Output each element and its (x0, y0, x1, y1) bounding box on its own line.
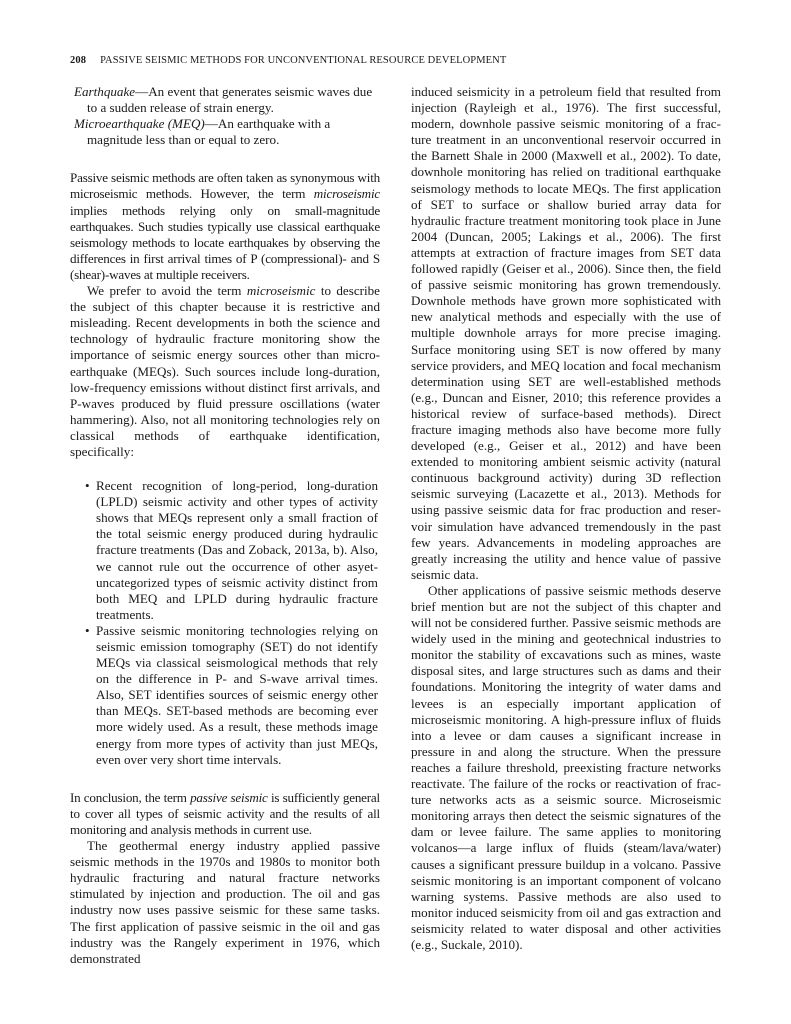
paragraph-text: In conclusion, the term (70, 789, 191, 805)
bullet-icon: • (85, 478, 90, 494)
list-item (70, 623, 380, 768)
emphasis: passive seismic (190, 789, 268, 805)
paragraph (70, 790, 380, 838)
definition-microearthquake (70, 116, 380, 148)
paragraph-text: implies methods relying only on small-magnitude earthquakes. Such studies typically use classical earthquake seismology methods to locate earthquakes by observing the differences in first arrival times of P (compressional)- and S (shear)-waves at multiple receivers. (70, 202, 380, 282)
definition-text: —An earthquake with a magnitude less than or equal to zero. (87, 116, 331, 148)
bullet-icon: • (85, 622, 90, 638)
definition-earthquake (70, 84, 380, 116)
spacer (70, 460, 380, 478)
running-title: PASSIVE SEISMIC METHODS FOR UNCONVENTIONAL RESOURCE DEVELOPMENT (100, 55, 507, 66)
spacer (70, 768, 380, 790)
left-column (70, 84, 380, 967)
right-column (411, 84, 721, 953)
bullet-list (70, 478, 380, 768)
definition-term: Earthquake (74, 84, 136, 99)
paragraph: Other applications of passive seismic methods deserve brief mention but are not the subject of this chapter and will not be considered further. Passive seismic methods are widely used in the mining and geotechnical industries to monitor the stability of excavations such as mines, waste disposal sites, and large structures such as dams and their foundations. Monitoring the integrity of water dams and levees is an especially important application of microseismic monitoring. A high-pressure influx of fluids into a levee or dam causes a significant increase in pressure in and along the structure. When the pressure reaches a failure threshold, preexisting fracture networks reactivate. The failure of the rocks or reactivation of fracture networks acts as a seismic source. Microseismic monitoring arrays then detect the seismic signatures of the dam or levee failure. The same applies to monitoring volcanos—a large influx of fluids (steam/lava/water) causes a significant pressure buildup in a volcano. Passive seismic monitoring is an important component of volcano warning systems. Passive methods are also used to monitor induced seismicity from oil and gas extraction and seismicity related to water disposal and other activities (e.g., Suckale, 2010). (411, 582, 721, 952)
definition-text: —An event that generates seismic waves due to a sudden release of strain energy. (87, 84, 373, 116)
paragraph (70, 170, 380, 283)
paragraph (70, 283, 380, 460)
paragraph-text: is sufficiently general to cover all types of seismic activity and the results of all monitoring and analysis methods in current use. (70, 789, 380, 837)
running-header (70, 55, 506, 66)
paragraph: induced seismicity in a petroleum field that resulted from injection (Rayleigh et al., 1976). The first successful, modern, downhole passive seismic monitoring of a fracture treatment in an unconventional reservoir occurred in the Barnett Shale in 2000 (Maxwell et al., 2002). To date, downhole monitoring has relied on traditional earthquake seismology methods to locate MEQs. The first application of SET to surface or shallow buried array data for hydraulic fracture treatment monitoring took place in June 2004 (Duncan, 2005; Lakings et al., 2006). The first attempts at extraction of fracture images from SET data followed rapidly (Geiser et al., 2006). Since then, the field of passive seismic monitoring has grown tremendously. Downhole methods have grown more sophisticated with new analytical methods and especially with the use of multiple downhole arrays for more precise imaging. Surface monitoring using SET is now offered by many service providers, and MEQ location and focal mechanism determination using SET are well-established methods (e.g., Duncan and Eisner, 2010; this reference provides a historical review of surface-based methods). Direct fracture imaging methods also have become more fully developed (e.g., Geiser et al., 2012) and have been extended to monitoring ambient seismic activity (natural continuous background activity) during 3D reflection seismic surveying (Lacazette et al., 2013). Methods for using passive seismic data for frac production and reservoir simulation have advanced tremendously in the past few years. Advancements in modeling approaches are greatly increasing the utility and hence value of passive seismic data. (411, 84, 721, 582)
paragraph-text: to describe the subject of this chapter because it is restrictive and misleading. Recent developments in both the science and technology of hydraulic fracture monitoring show the importance of seismic energy sources other than microearthquake (MEQs). Such sources include long-duration, low-frequency emissions without distinct first arrivals, and P-waves produced by fluid pressure oscillations (water hammering). Also, not all monitoring technologies rely on classical methods of earthquake identification, specifically: (70, 283, 380, 459)
emphasis: microseismic (313, 186, 380, 202)
paragraph-text: Passive seismic methods are often taken as synonymous with microseismic methods. However, the term (70, 170, 380, 202)
spacer (70, 148, 380, 170)
page-number: 208 (70, 55, 87, 66)
emphasis: microseismic (246, 283, 316, 299)
list-item-text: Recent recognition of long-period, long-duration (LPLD) seismic activity and other types of activity shows that MEQs represent only a small fraction of the total seismic energy produced during hydraulic fracture treatments (Das and Zoback, 2013a, b). Also, we cannot rule out the occurrence of other asyet-uncategorized types of seismic activity distinct from both MEQ and LPLD during hydraulic fracture treatments. (96, 478, 378, 622)
list-item (70, 478, 380, 623)
definition-term: Microearthquake (MEQ) (74, 116, 205, 132)
list-item-text: Passive seismic monitoring technologies relying on seismic emission tomography (SET) do not identify MEQs via classical seismological methods that rely on the difference in P- and S-wave arrival times. Also, SET identifies sources of seismic energy other than MEQs. SET-based methods are becoming ever more widely used. As a result, these methods image energy from more types of activity than just MEQs, even over very short time intervals. (96, 622, 378, 767)
paragraph-text: We prefer to avoid the term (87, 283, 247, 299)
paragraph: The geothermal energy industry applied passive seismic methods in the 1970s and 1980s to monitor both hydraulic fracturing and natural fracture networks stimulated by injection and production. The oil and gas industry now uses passive seismic for these same tasks. The first application of passive seismic in the oil and gas industry was the Rangely experiment in 1976, which demonstrated (70, 838, 380, 966)
